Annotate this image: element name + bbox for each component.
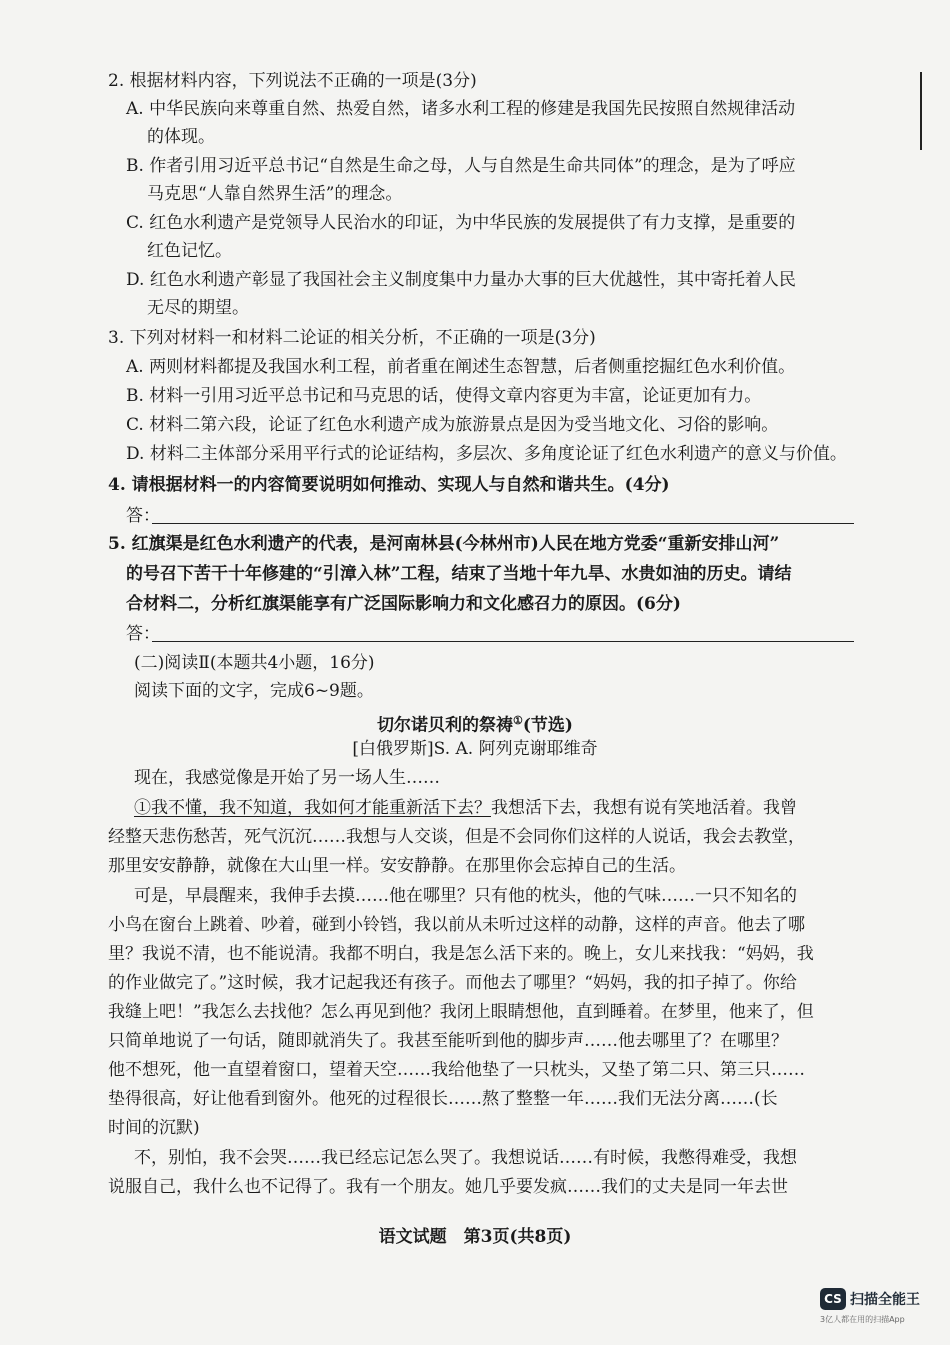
paragraph-1-line1-rest: 我想活下去，我想有说有笑地活着。我曾: [491, 798, 797, 818]
paragraph-2-line6: 只简单地说了一句话，随即就消失了。我甚至能听到他的脚步声……他去哪里了？在哪里？: [108, 1031, 788, 1051]
passage-title-text: 切尔诺贝利的祭祷: [377, 715, 514, 736]
paragraph-2-line2: 小鸟在窗台上跳着、吵着，碰到小铃铛，我以前从未听过这样的动静，这样的声音。他去了哪: [108, 915, 805, 935]
q3-option-c: C. 材料二第六段，论证了红色水利遗产成为旅游景点是因为受当地文化、习俗的影响。: [126, 415, 779, 435]
q2-option-a-line2: 的体现。: [147, 127, 215, 147]
q4-answer-label: 答：: [126, 506, 160, 526]
q3-option-a: A. 两则材料都提及我国水利工程，前者重在阐述生态智慧，后者侧重挖掘红色水利价值。: [126, 357, 796, 377]
paragraph-2-line3: 里？我说不清，也不能说清。我都不明白，我是怎么活下来的。晚上，女儿来找我：“妈妈，我: [108, 944, 814, 964]
camscanner-name: 扫描全能王: [850, 1292, 920, 1308]
q2-option-c-line2: 红色记忆。: [147, 241, 232, 261]
question-5-line3: 合材料二，分析红旗渠能享有广泛国际影响力和文化感召力的原因。(6分): [126, 594, 681, 614]
page-footer: 语文试题 第3页(共8页): [378, 1227, 572, 1247]
q2-option-b-line1: B. 作者引用习近平总书记“自然是生命之母，人与自然是生命共同体”的理念，是为了呼应: [126, 156, 796, 176]
underlined-sentence: ①我不懂，我不知道，我如何才能重新活下去？: [134, 798, 491, 818]
camscanner-logo-icon: CS: [820, 1288, 846, 1310]
question-2-stem: 2. 根据材料内容，下列说法不正确的一项是(3分): [108, 71, 477, 91]
paragraph-2-line8: 垫得很高，好让他看到窗外。他死的过程很长……熬了整整一年……我们无法分离……(长: [108, 1089, 778, 1109]
paragraph-3-line2: 说服自己，我什么也不记得了。我有一个朋友。她几乎要发疯……我们的丈夫是同一年去世: [108, 1177, 788, 1197]
passage-author: [白俄罗斯]S. A. 阿列克谢耶维奇: [352, 739, 598, 759]
q2-option-b-line2: 马克思“人靠自然界生活”的理念。: [147, 184, 403, 204]
q2-option-a-line1: A. 中华民族向来尊重自然、热爱自然，诸多水利工程的修建是我国先民按照自然规律活动: [126, 99, 796, 119]
q2-option-d-line1: D. 红色水利遗产彰显了我国社会主义制度集中力量办大事的巨大优越性，其中寄托着人民: [126, 270, 796, 290]
passage-intro: 现在，我感觉像是开始了另一场人生……: [134, 768, 440, 788]
q4-answer-line[interactable]: [152, 523, 854, 524]
section-instruction: 阅读下面的文字，完成6~9题。: [134, 681, 374, 701]
paragraph-2-line4: 的作业做完了。”这时候，我才记起我还有孩子。而他去了哪里？“妈妈，我的扣子掉了。你给: [108, 973, 797, 993]
section-heading: (二)阅读Ⅱ(本题共4小题，16分): [134, 653, 375, 673]
question-4-stem: 4. 请根据材料一的内容简要说明如何推动、实现人与自然和谐共生。(4分): [108, 475, 670, 495]
paragraph-2-line7: 他不想死，他一直望着窗口，望着天空……我给他垫了一只枕头，又垫了第二只、第三只……: [108, 1060, 805, 1080]
paragraph-2-line5: 我缝上吧！”我怎么去找他？怎么再见到他？我闭上眼睛想他，直到睡着。在梦里，他来了，但: [108, 1002, 814, 1022]
q5-answer-label: 答：: [126, 624, 160, 644]
passage-title-suffix: (节选): [522, 715, 573, 736]
page-edge-mark: [920, 72, 922, 150]
camscanner-tagline: 3亿人都在用的扫描App: [820, 1315, 905, 1324]
paragraph-3-line1: 不，别怕，我不会哭……我已经忘记怎么哭了。我想说话……有时候，我憋得难受，我想: [134, 1148, 797, 1168]
question-5-line1: 5. 红旗渠是红色水利遗产的代表，是河南林县(今林州市)人民在地方党委“重新安排山河”: [108, 534, 780, 554]
scanner-watermark: [820, 1288, 930, 1328]
q3-option-d: D. 材料二主体部分采用平行式的论证结构，多层次、多角度论证了红色水利遗产的意义与价值。: [126, 444, 847, 464]
question-5-line2: 的号召下苦干十年修建的“引漳入林”工程，结束了当地十年九旱、水贵如油的历史。请结: [126, 564, 792, 584]
paragraph-2-line9: 时间的沉默): [108, 1118, 200, 1138]
footnote-mark: ①: [513, 714, 523, 727]
passage-title: [0, 710, 950, 737]
q2-option-c-line1: C. 红色水利遗产是党领导人民治水的印证，为中华民族的发展提供了有力支撑，是重要的: [126, 213, 796, 233]
q2-option-d-line2: 无尽的期望。: [147, 298, 249, 318]
paragraph-2-line1: 可是，早晨醒来，我伸手去摸……他在哪里？只有他的枕头，他的气味……一只不知名的: [134, 886, 797, 906]
q5-answer-line[interactable]: [152, 641, 854, 642]
question-3-stem: 3. 下列对材料一和材料二论证的相关分析，不正确的一项是(3分): [108, 328, 596, 348]
paragraph-1-line2: 经整天悲伤愁苦，死气沉沉……我想与人交谈，但是不会同你们这样的人说话，我会去教堂，: [108, 827, 805, 847]
paragraph-1-line3: 那里安安静静，就像在大山里一样。安安静静。在那里你会忘掉自己的生活。: [108, 856, 686, 876]
q3-option-b: B. 材料一引用习近平总书记和马克思的话，使得文章内容更为丰富，论证更加有力。: [126, 386, 762, 406]
paragraph-1-line1: [134, 797, 797, 819]
